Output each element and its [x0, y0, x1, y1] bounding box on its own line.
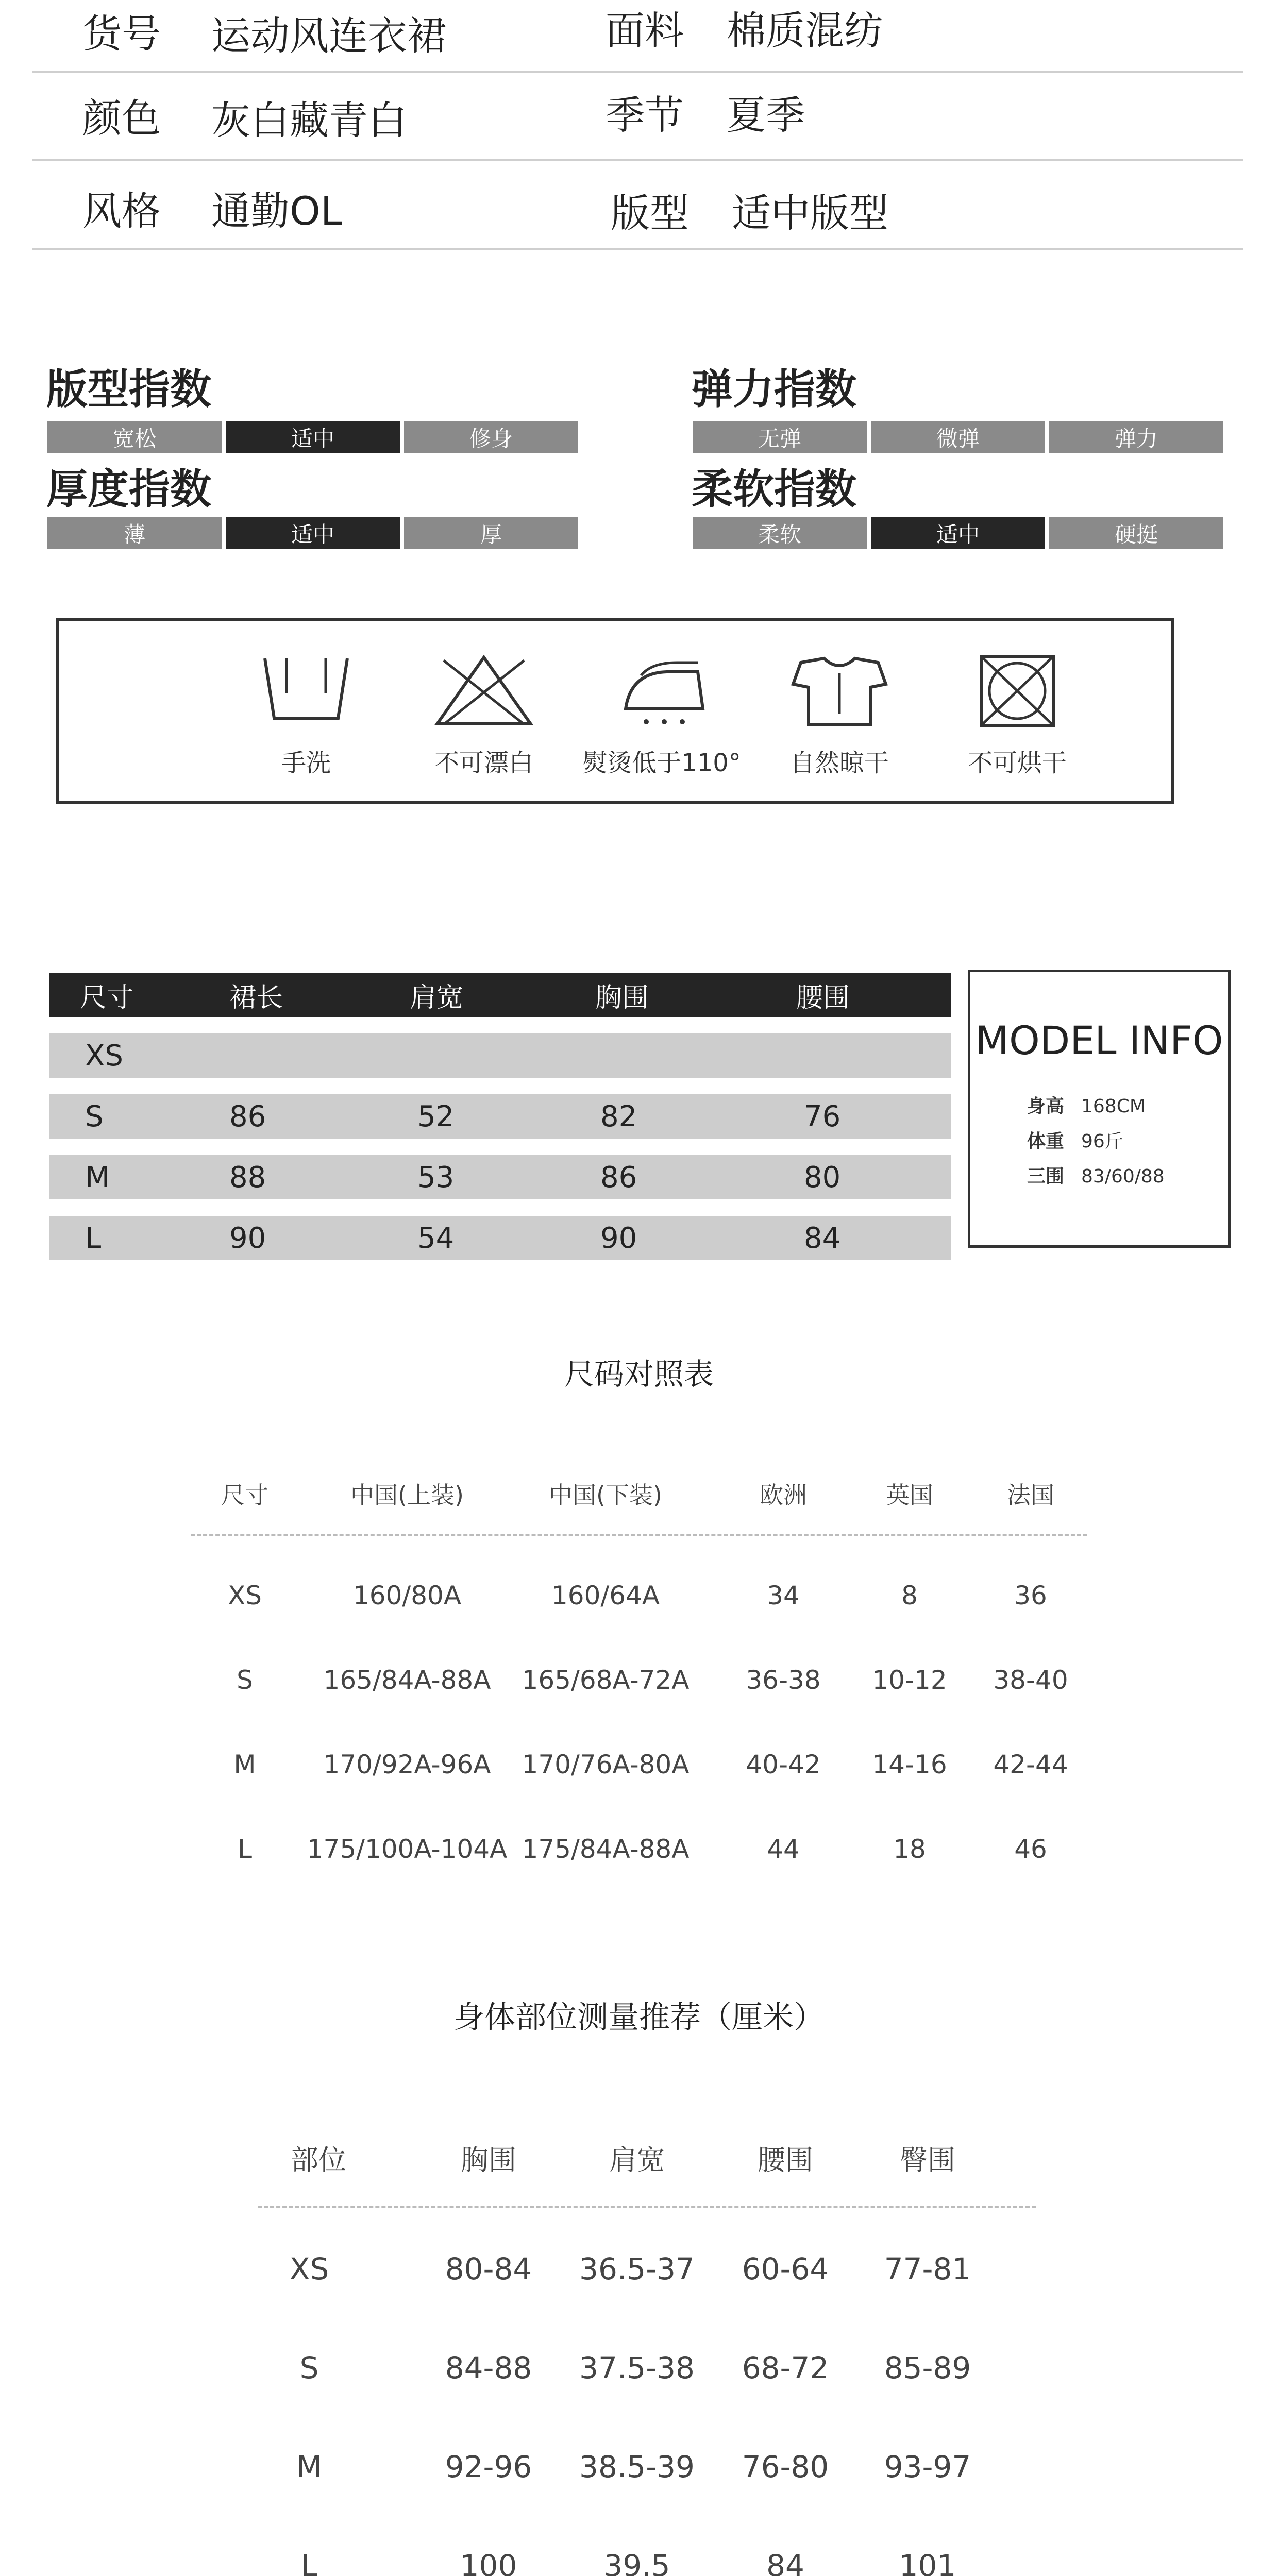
model-info-value: 83/60/88: [1081, 1166, 1165, 1187]
care-label: 自然晾干: [789, 749, 889, 777]
no-tumble-dry-icon: [966, 652, 1069, 730]
table-cell: 175/84A-88A: [522, 1834, 690, 1864]
table-cell: 8: [901, 1581, 918, 1611]
index-option: 硬挺: [1049, 517, 1223, 549]
table-cell: 101: [899, 2548, 956, 2576]
index-option: 微弹: [871, 421, 1045, 453]
table-cell: 39.5: [603, 2548, 670, 2576]
table-cell: 10-12: [872, 1665, 947, 1695]
table-cell: 84-88: [445, 2350, 532, 2385]
index-option: 薄: [47, 517, 222, 549]
table-cell: 90: [229, 1221, 266, 1255]
column-header: 腰围: [796, 982, 850, 1013]
table-cell: 37.5-38: [579, 2350, 695, 2385]
table-cell: L: [300, 2548, 318, 2576]
measure-title: 身体部位测量推荐（厘米）: [453, 1999, 825, 2036]
table-header-row: [49, 973, 951, 1017]
index-option: 适中: [871, 517, 1045, 549]
model-info: [968, 970, 1231, 1248]
spec-value: 运动风连衣裙: [211, 13, 446, 59]
table-cell: 160/80A: [352, 1581, 462, 1611]
table-cell: 84: [804, 1221, 841, 1255]
column-header: 尺寸: [80, 982, 134, 1013]
table-cell: M: [296, 2449, 323, 2484]
column-header: 尺寸: [221, 1481, 268, 1509]
index-option: 修身: [404, 421, 578, 453]
model-info-row: [1027, 1092, 1146, 1118]
column-header: 欧洲: [760, 1481, 807, 1509]
table-cell: XS: [228, 1581, 262, 1611]
index-bar: [47, 517, 578, 549]
index-title: 版型指数: [46, 365, 211, 413]
table-cell: 44: [767, 1834, 800, 1864]
care-label: 熨烫低于110°: [582, 749, 741, 777]
table-cell: 165/68A-72A: [522, 1665, 690, 1695]
table-cell: 84: [766, 2548, 804, 2576]
care-item: [757, 652, 922, 778]
index-option: 弹力: [1049, 421, 1223, 453]
table-cell: 100: [460, 2548, 517, 2576]
spec-key: 版型: [611, 190, 689, 236]
spec-value: 夏季: [727, 92, 805, 138]
column-header: 部位: [291, 2144, 346, 2176]
conversion-title: 尺码对照表: [564, 1357, 714, 1392]
table-cell: 60-64: [742, 2251, 829, 2286]
table-cell: 46: [1014, 1834, 1047, 1864]
table-cell: 90: [600, 1221, 637, 1255]
spec-value: 灰白藏青白: [211, 97, 407, 143]
table-cell: 82: [600, 1099, 637, 1133]
dashed-divider: [258, 2206, 1036, 2208]
table-cell: 38.5-39: [579, 2449, 695, 2484]
table-cell: 165/84A-88A: [323, 1665, 491, 1695]
table-cell: 170/92A-96A: [323, 1750, 491, 1780]
care-item: [935, 652, 1100, 778]
table-cell: 14-16: [872, 1750, 947, 1780]
table-cell: 77-81: [884, 2251, 971, 2286]
table-cell: 34: [767, 1581, 800, 1611]
index-bar: [47, 421, 578, 453]
table-cell: 86: [229, 1099, 266, 1133]
table-cell: 36-38: [746, 1665, 821, 1695]
table-cell: M: [85, 1160, 110, 1194]
column-header: 中国(上装): [350, 1481, 464, 1509]
column-header: 裙长: [229, 982, 283, 1013]
divider: [32, 71, 1243, 73]
table-row: [49, 1033, 951, 1078]
index-option: 厚: [404, 517, 578, 549]
model-info-value: 168CM: [1081, 1096, 1146, 1117]
care-label: 不可漂白: [434, 749, 533, 777]
spec-key: 风格: [82, 188, 161, 234]
column-header: 臀围: [900, 2144, 955, 2176]
dashed-divider: [191, 1534, 1087, 1536]
table-cell: 76-80: [742, 2449, 829, 2484]
table-row: [49, 1155, 951, 1199]
table-cell: S: [85, 1099, 104, 1133]
spec-value: 棉质混纺: [727, 8, 883, 54]
table-cell: 170/76A-80A: [522, 1750, 690, 1780]
index-option: 宽松: [47, 421, 222, 453]
table-cell: M: [233, 1750, 256, 1780]
index-option: 适中: [226, 421, 400, 453]
table-cell: 38-40: [993, 1665, 1068, 1695]
column-header: 腰围: [758, 2144, 813, 2176]
index-title: 厚度指数: [46, 465, 211, 513]
table-cell: 68-72: [742, 2350, 829, 2385]
spec-value: 适中版型: [732, 190, 888, 236]
table-cell: XS: [289, 2251, 329, 2286]
column-header: 肩宽: [410, 982, 464, 1013]
table-cell: S: [237, 1665, 253, 1695]
table-row: [49, 1216, 951, 1260]
table-cell: 160/64A: [551, 1581, 660, 1611]
divider: [32, 248, 1243, 250]
model-info-row: [1027, 1162, 1165, 1188]
hand-wash-icon: [255, 652, 358, 730]
table-cell: 52: [417, 1099, 455, 1133]
table-cell: 175/100A-104A: [307, 1834, 508, 1864]
table-cell: 36: [1014, 1581, 1047, 1611]
table-cell: 76: [804, 1099, 841, 1133]
table-cell: 88: [229, 1160, 266, 1194]
column-header: 英国: [886, 1481, 933, 1509]
table-cell: 36.5-37: [579, 2251, 695, 2286]
index-bar: [693, 421, 1223, 453]
model-info-title: MODEL INFO: [975, 1018, 1223, 1063]
table-cell: XS: [85, 1039, 123, 1073]
iron-icon: [610, 652, 713, 730]
care-item: [224, 652, 389, 778]
care-label: 不可烘干: [967, 749, 1067, 777]
table-cell: 53: [417, 1160, 455, 1194]
index-title: 弹力指数: [692, 365, 856, 413]
index-bar: [693, 517, 1223, 549]
model-info-row: [1027, 1127, 1123, 1153]
line-dry-icon: [788, 652, 891, 730]
spec-key: 颜色: [82, 95, 161, 141]
table-cell: 42-44: [993, 1750, 1068, 1780]
table-cell: 92-96: [445, 2449, 532, 2484]
care-item: [401, 652, 566, 778]
care-instructions: [56, 618, 1174, 804]
column-header: 法国: [1007, 1481, 1054, 1509]
table-row: [49, 1094, 951, 1139]
index-option: 无弹: [693, 421, 867, 453]
table-cell: 54: [417, 1221, 455, 1255]
table-cell: 86: [600, 1160, 637, 1194]
table-cell: 93-97: [884, 2449, 971, 2484]
model-info-label: 身高: [1027, 1096, 1065, 1117]
spec-key: 货号: [82, 11, 161, 57]
column-header: 胸围: [461, 2144, 516, 2176]
table-cell: S: [299, 2350, 319, 2385]
care-item: [579, 652, 744, 778]
index-option: 柔软: [693, 517, 867, 549]
column-header: 胸围: [595, 982, 649, 1013]
column-header: 肩宽: [609, 2144, 665, 2176]
model-info-label: 三围: [1027, 1166, 1065, 1187]
table-cell: 18: [893, 1834, 926, 1864]
table-cell: 85-89: [884, 2350, 971, 2385]
care-label: 手洗: [281, 749, 331, 777]
model-info-label: 体重: [1027, 1131, 1065, 1152]
model-info-value: 96斤: [1081, 1131, 1123, 1152]
spec-value: 通勤OL: [211, 188, 343, 234]
index-title: 柔软指数: [692, 465, 856, 513]
table-cell: 80-84: [445, 2251, 532, 2286]
table-cell: L: [85, 1221, 102, 1255]
index-option: 适中: [226, 517, 400, 549]
table-cell: L: [238, 1834, 252, 1864]
no-bleach-icon: [432, 652, 535, 730]
spec-key: 面料: [606, 8, 684, 54]
table-cell: 80: [804, 1160, 841, 1194]
column-header: 中国(下装): [549, 1481, 662, 1509]
table-cell: 40-42: [746, 1750, 821, 1780]
divider: [32, 159, 1243, 161]
spec-key: 季节: [606, 92, 684, 138]
